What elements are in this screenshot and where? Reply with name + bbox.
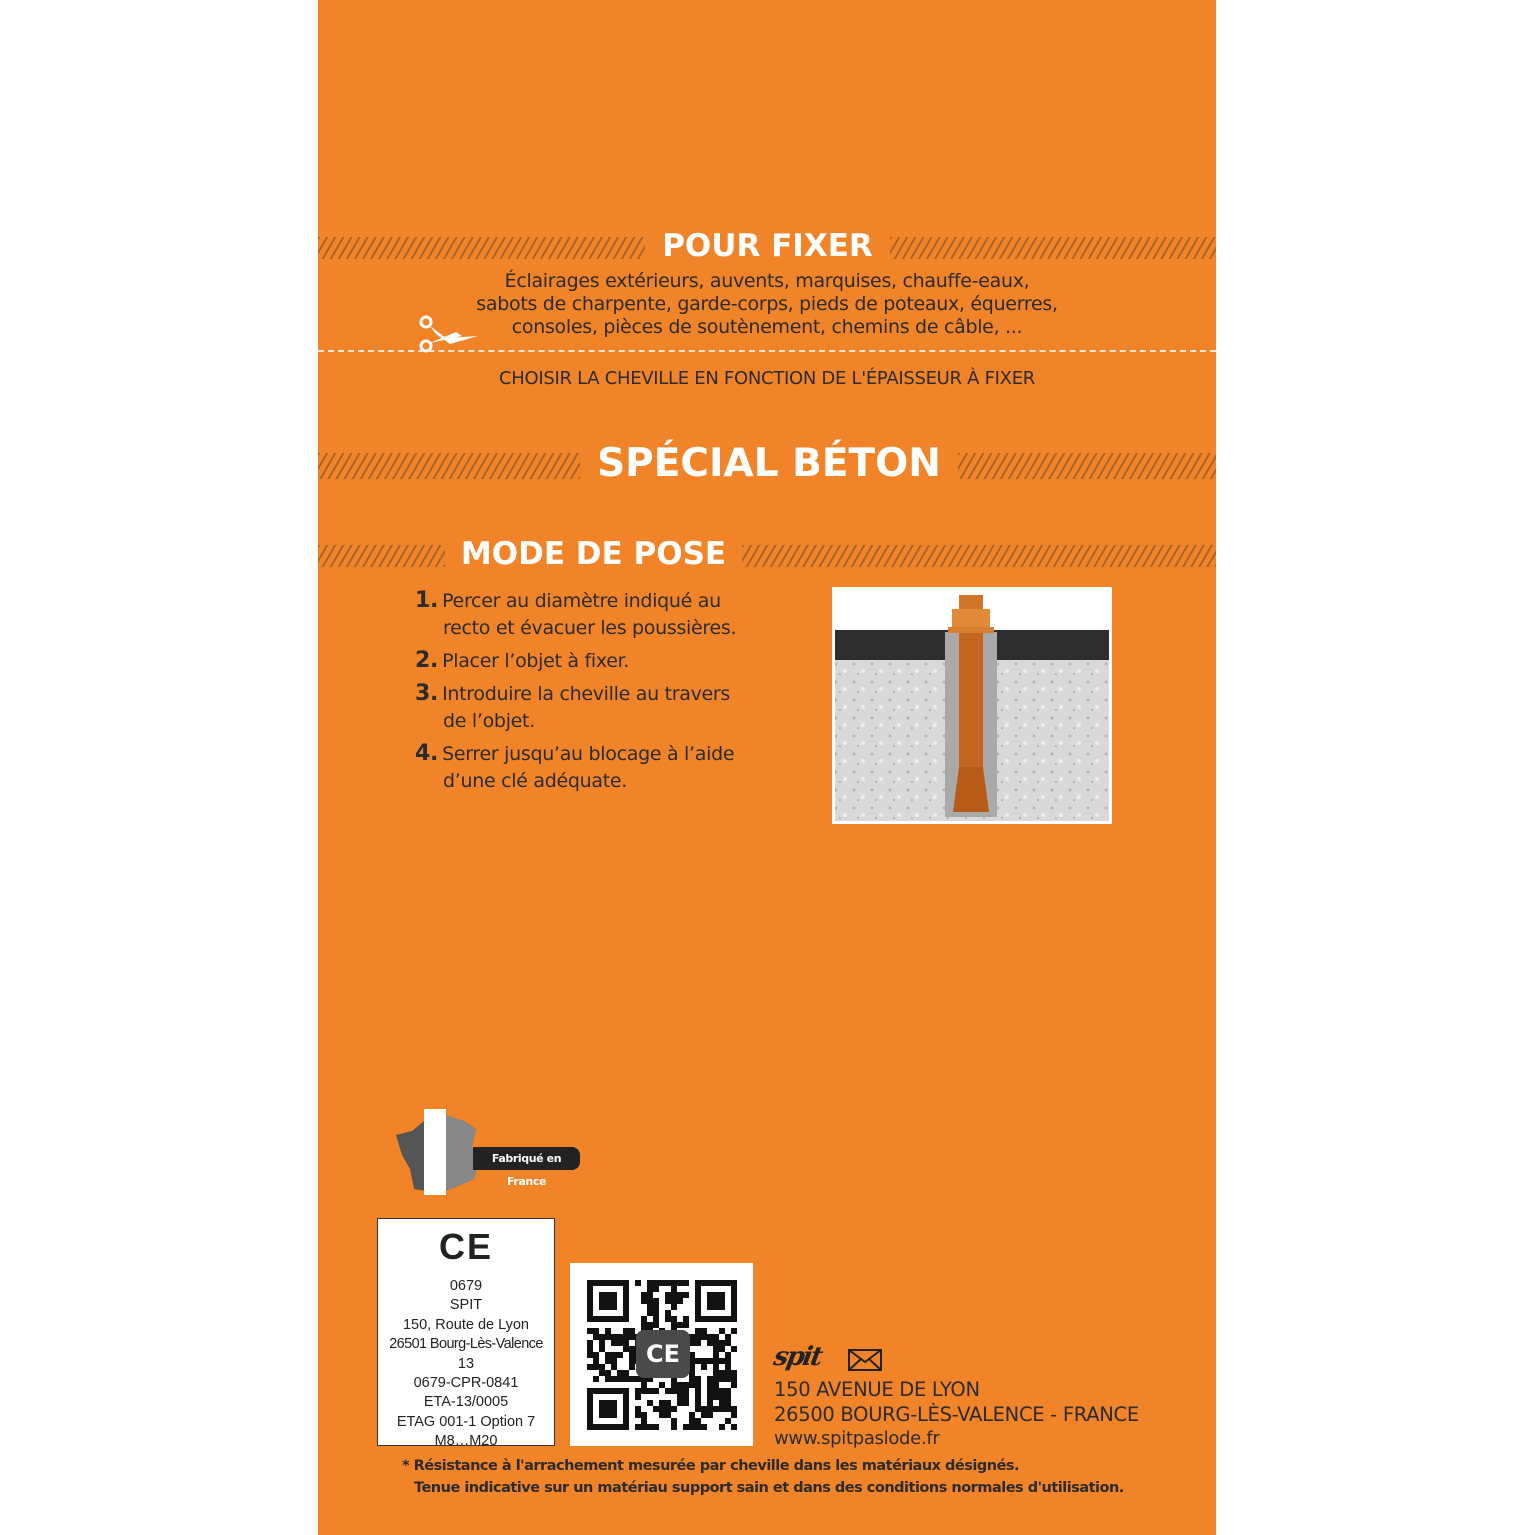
qr-module bbox=[623, 1328, 629, 1334]
qr-ce-mark: CE bbox=[636, 1330, 690, 1378]
step-text: Introduire la cheville au travers bbox=[442, 683, 731, 705]
qr-module bbox=[713, 1346, 719, 1352]
qr-module bbox=[665, 1406, 671, 1412]
qr-module bbox=[587, 1364, 593, 1370]
qr-module bbox=[593, 1328, 599, 1334]
qr-module bbox=[671, 1280, 677, 1286]
anchor-installation-illustration bbox=[832, 587, 1112, 824]
qr-module bbox=[707, 1376, 713, 1382]
qr-module bbox=[623, 1370, 629, 1376]
qr-module bbox=[719, 1346, 725, 1352]
qr-module bbox=[641, 1424, 647, 1430]
qr-module bbox=[653, 1322, 659, 1328]
qr-module bbox=[725, 1334, 731, 1340]
step-number: 2. bbox=[415, 648, 439, 673]
qr-module bbox=[641, 1292, 647, 1298]
qr-module bbox=[695, 1328, 701, 1334]
hatch-divider bbox=[742, 545, 1216, 567]
qr-module bbox=[689, 1412, 695, 1418]
step-4 bbox=[415, 740, 734, 795]
qr-module bbox=[653, 1310, 659, 1316]
step-2 bbox=[415, 647, 629, 675]
qr-module bbox=[641, 1382, 647, 1388]
qr-module bbox=[617, 1376, 623, 1382]
qr-module bbox=[629, 1358, 635, 1364]
pour-fixer-title: POUR FIXER bbox=[662, 228, 873, 264]
qr-module bbox=[587, 1328, 593, 1334]
qr-module bbox=[605, 1328, 611, 1334]
qr-module bbox=[593, 1352, 599, 1358]
qr-module bbox=[629, 1376, 635, 1382]
qr-module bbox=[695, 1382, 701, 1388]
qr-module bbox=[647, 1424, 653, 1430]
qr-module bbox=[665, 1388, 671, 1394]
qr-module bbox=[599, 1346, 605, 1352]
footnote-line: * Résistance à l'arrachement mesurée par cheville dans les matériaux désignés. bbox=[402, 1458, 1020, 1474]
qr-module bbox=[713, 1394, 719, 1400]
qr-module bbox=[707, 1400, 713, 1406]
spit-logo: spit bbox=[771, 1342, 824, 1372]
qr-module bbox=[647, 1298, 653, 1304]
qr-module bbox=[701, 1412, 707, 1418]
qr-module bbox=[677, 1382, 683, 1388]
qr-module bbox=[671, 1304, 677, 1310]
hatch-divider bbox=[958, 453, 1216, 479]
qr-finder bbox=[599, 1292, 617, 1310]
qr-module bbox=[659, 1280, 665, 1286]
qr-module bbox=[707, 1412, 713, 1418]
ce-line: 150, Route de Lyon bbox=[402, 1316, 530, 1333]
qr-module bbox=[713, 1358, 719, 1364]
france-map-icon bbox=[394, 1107, 484, 1195]
step-number: 4. bbox=[415, 741, 439, 766]
mode-de-pose-title: MODE DE POSE bbox=[460, 536, 727, 572]
scissors-icon bbox=[416, 314, 482, 354]
qr-module bbox=[671, 1418, 677, 1424]
qr-module bbox=[725, 1376, 731, 1382]
hatch-divider bbox=[890, 237, 1216, 259]
qr-module bbox=[671, 1406, 677, 1412]
qr-module bbox=[653, 1406, 659, 1412]
qr-module bbox=[677, 1394, 683, 1400]
qr-module bbox=[701, 1364, 707, 1370]
qr-module bbox=[641, 1298, 647, 1304]
qr-module bbox=[605, 1370, 611, 1376]
qr-module bbox=[683, 1292, 689, 1298]
ce-line: 26501 Bourg-Lès-Valence bbox=[389, 1336, 543, 1353]
qr-module bbox=[647, 1310, 653, 1316]
qr-module bbox=[647, 1286, 653, 1292]
qr-module bbox=[695, 1334, 701, 1340]
qr-module bbox=[653, 1424, 659, 1430]
qr-module bbox=[593, 1376, 599, 1382]
ce-marking-label bbox=[377, 1218, 555, 1450]
qr-module bbox=[725, 1406, 731, 1412]
qr-finder bbox=[599, 1400, 617, 1418]
qr-module bbox=[611, 1334, 617, 1340]
qr-module bbox=[599, 1364, 605, 1370]
qr-module bbox=[587, 1346, 593, 1352]
step-text: recto et évacuer les poussières. bbox=[443, 617, 737, 639]
qr-module bbox=[707, 1334, 713, 1340]
qr-module bbox=[719, 1400, 725, 1406]
hatch-divider bbox=[318, 237, 645, 259]
qr-module bbox=[671, 1424, 677, 1430]
qr-module bbox=[725, 1340, 731, 1346]
step-text: Percer au diamètre indiqué au bbox=[442, 590, 721, 612]
qr-module bbox=[665, 1316, 671, 1322]
qr-module bbox=[671, 1316, 677, 1322]
qr-module bbox=[713, 1388, 719, 1394]
qr-module bbox=[695, 1376, 701, 1382]
qr-module bbox=[641, 1388, 647, 1394]
qr-module bbox=[665, 1412, 671, 1418]
qr-module bbox=[605, 1334, 611, 1340]
qr-module bbox=[683, 1400, 689, 1406]
qr-module bbox=[599, 1370, 605, 1376]
qr-module bbox=[671, 1292, 677, 1298]
qr-module bbox=[713, 1340, 719, 1346]
qr-module bbox=[731, 1376, 737, 1382]
qr-module bbox=[629, 1328, 635, 1334]
qr-module bbox=[611, 1376, 617, 1382]
qr-module bbox=[635, 1394, 641, 1400]
step-3 bbox=[415, 680, 730, 735]
qr-module bbox=[623, 1346, 629, 1352]
ce-line: M8…M20 bbox=[434, 1433, 498, 1450]
address-line-2: 26500 BOURG-LÈS-VALENCE - FRANCE bbox=[774, 1403, 1139, 1426]
qr-module bbox=[713, 1376, 719, 1382]
qr-module bbox=[731, 1424, 737, 1430]
website-link[interactable]: www.spitpaslode.fr bbox=[774, 1428, 940, 1449]
qr-module bbox=[707, 1340, 713, 1346]
qr-module bbox=[635, 1412, 641, 1418]
qr-module bbox=[707, 1358, 713, 1364]
qr-module bbox=[713, 1364, 719, 1370]
qr-module bbox=[647, 1292, 653, 1298]
qr-module bbox=[647, 1280, 653, 1286]
qr-module bbox=[719, 1394, 725, 1400]
ce-line: SPIT bbox=[449, 1297, 483, 1314]
qr-module bbox=[659, 1400, 665, 1406]
hatch-divider bbox=[318, 545, 445, 567]
qr-module bbox=[617, 1370, 623, 1376]
special-beton-title: SPÉCIAL BÉTON bbox=[597, 441, 941, 486]
qr-module bbox=[587, 1340, 593, 1346]
qr-module bbox=[731, 1346, 737, 1352]
ce-line: 13 bbox=[457, 1355, 475, 1372]
qr-module bbox=[617, 1352, 623, 1358]
qr-module bbox=[641, 1418, 647, 1424]
made-in-france-badge: Fabriqué en France bbox=[473, 1147, 580, 1170]
qr-module bbox=[647, 1304, 653, 1310]
qr-module bbox=[587, 1352, 593, 1358]
step-text: Placer l’objet à fixer. bbox=[442, 650, 630, 672]
ce-line: ETAG 001-1 Option 7 bbox=[396, 1413, 536, 1430]
qr-module bbox=[659, 1382, 665, 1388]
qr-module bbox=[647, 1400, 653, 1406]
qr-module bbox=[725, 1388, 731, 1394]
qr-module bbox=[701, 1406, 707, 1412]
qr-module bbox=[683, 1424, 689, 1430]
qr-module bbox=[671, 1322, 677, 1328]
qr-module bbox=[683, 1394, 689, 1400]
qr-module bbox=[671, 1388, 677, 1394]
qr-module bbox=[695, 1406, 701, 1412]
qr-module bbox=[605, 1358, 611, 1364]
qr-module bbox=[725, 1370, 731, 1376]
qr-module bbox=[731, 1406, 737, 1412]
step-1 bbox=[415, 587, 736, 642]
qr-module bbox=[695, 1340, 701, 1346]
qr-module bbox=[665, 1298, 671, 1304]
qr-module bbox=[695, 1358, 701, 1364]
qr-module bbox=[623, 1340, 629, 1346]
qr-module bbox=[611, 1340, 617, 1346]
qr-module bbox=[593, 1334, 599, 1340]
qr-module bbox=[677, 1298, 683, 1304]
qr-module bbox=[695, 1424, 701, 1430]
ce-line: ETA-13/0005 bbox=[423, 1394, 509, 1411]
qr-module bbox=[683, 1388, 689, 1394]
qr-module bbox=[701, 1334, 707, 1340]
qr-module bbox=[635, 1388, 641, 1394]
qr-module bbox=[665, 1310, 671, 1316]
mail-icon bbox=[848, 1349, 882, 1371]
uses-line: Éclairages extérieurs, auvents, marquises, chauffe-eaux, bbox=[504, 270, 1030, 292]
qr-module bbox=[635, 1406, 641, 1412]
footnote-line: Tenue indicative sur un matériau support sain et dans des conditions normales d'utilisation. bbox=[414, 1480, 1124, 1496]
qr-module bbox=[653, 1316, 659, 1322]
qr-module bbox=[653, 1304, 659, 1310]
qr-module bbox=[659, 1406, 665, 1412]
qr-module bbox=[719, 1406, 725, 1412]
qr-module bbox=[731, 1382, 737, 1388]
qr-module bbox=[671, 1298, 677, 1304]
step-text: de l’objet. bbox=[443, 710, 535, 732]
qr-module bbox=[599, 1340, 605, 1346]
step-number: 3. bbox=[415, 681, 439, 706]
qr-module bbox=[593, 1364, 599, 1370]
qr-module bbox=[719, 1340, 725, 1346]
qr-module bbox=[605, 1352, 611, 1358]
qr-module bbox=[725, 1352, 731, 1358]
qr-module bbox=[641, 1412, 647, 1418]
qr-module bbox=[629, 1364, 635, 1370]
step-number: 1. bbox=[415, 588, 439, 613]
qr-module bbox=[707, 1382, 713, 1388]
qr-module bbox=[689, 1418, 695, 1424]
qr-module bbox=[713, 1352, 719, 1358]
qr-module bbox=[707, 1394, 713, 1400]
qr-module bbox=[647, 1388, 653, 1394]
qr-module bbox=[695, 1394, 701, 1400]
qr-module bbox=[731, 1412, 737, 1418]
qr-module bbox=[665, 1292, 671, 1298]
qr-module bbox=[725, 1358, 731, 1364]
qr-module bbox=[617, 1334, 623, 1340]
cut-line bbox=[318, 350, 1216, 352]
qr-module bbox=[629, 1346, 635, 1352]
qr-module bbox=[695, 1400, 701, 1406]
qr-module bbox=[725, 1364, 731, 1370]
uses-line: sabots de charpente, garde-corps, pieds de poteaux, équerres, bbox=[476, 293, 1058, 315]
qr-module bbox=[653, 1388, 659, 1394]
qr-module bbox=[623, 1376, 629, 1382]
qr-module bbox=[719, 1358, 725, 1364]
qr-module bbox=[719, 1424, 725, 1430]
qr-module bbox=[659, 1412, 665, 1418]
qr-module bbox=[731, 1328, 737, 1334]
address-line-1: 150 AVENUE DE LYON bbox=[774, 1378, 980, 1401]
qr-module bbox=[683, 1280, 689, 1286]
qr-module bbox=[629, 1352, 635, 1358]
qr-module bbox=[713, 1370, 719, 1376]
qr-code[interactable] bbox=[570, 1263, 753, 1446]
ce-line: 0679-CPR-0841 bbox=[413, 1375, 519, 1392]
qr-module bbox=[719, 1370, 725, 1376]
qr-module bbox=[671, 1286, 677, 1292]
qr-module bbox=[707, 1388, 713, 1394]
qr-module bbox=[611, 1358, 617, 1364]
qr-module bbox=[683, 1382, 689, 1388]
qr-module bbox=[713, 1406, 719, 1412]
qr-module bbox=[677, 1280, 683, 1286]
qr-module bbox=[605, 1376, 611, 1382]
qr-module bbox=[725, 1394, 731, 1400]
qr-module bbox=[635, 1424, 641, 1430]
qr-module bbox=[677, 1322, 683, 1328]
qr-module bbox=[689, 1376, 695, 1382]
qr-module bbox=[689, 1382, 695, 1388]
qr-module bbox=[701, 1358, 707, 1364]
qr-module bbox=[665, 1400, 671, 1406]
qr-module bbox=[713, 1334, 719, 1340]
qr-module bbox=[731, 1370, 737, 1376]
qr-module bbox=[677, 1292, 683, 1298]
qr-module bbox=[611, 1352, 617, 1358]
qr-module bbox=[695, 1388, 701, 1394]
qr-module bbox=[719, 1328, 725, 1334]
qr-module bbox=[701, 1424, 707, 1430]
qr-module bbox=[641, 1322, 647, 1328]
qr-module bbox=[713, 1382, 719, 1388]
qr-module bbox=[665, 1280, 671, 1286]
qr-module bbox=[599, 1334, 605, 1340]
qr-module bbox=[683, 1316, 689, 1322]
qr-module bbox=[725, 1400, 731, 1406]
qr-module bbox=[701, 1328, 707, 1334]
hatch-divider bbox=[318, 453, 580, 479]
uses-line: consoles, pièces de soutènement, chemins de câble, ... bbox=[511, 316, 1023, 338]
qr-module bbox=[725, 1418, 731, 1424]
ce-line: 0679 bbox=[449, 1278, 483, 1294]
step-text: Serrer jusqu’au blocage à l’aide bbox=[442, 743, 735, 765]
qr-module bbox=[653, 1280, 659, 1286]
step-text: d’une clé adéquate. bbox=[443, 770, 627, 792]
qr-module bbox=[695, 1418, 701, 1424]
qr-module bbox=[683, 1322, 689, 1328]
qr-module bbox=[653, 1298, 659, 1304]
qr-module bbox=[593, 1358, 599, 1364]
qr-module bbox=[641, 1316, 647, 1322]
qr-module bbox=[719, 1388, 725, 1394]
qr-module bbox=[677, 1400, 683, 1406]
selection-instruction: CHOISIR LA CHEVILLE EN FONCTION DE L'ÉPAISSEUR À FIXER bbox=[498, 368, 1035, 389]
qr-module bbox=[617, 1340, 623, 1346]
qr-module bbox=[635, 1280, 641, 1286]
qr-module bbox=[629, 1334, 635, 1340]
qr-module bbox=[623, 1334, 629, 1340]
qr-module bbox=[707, 1406, 713, 1412]
qr-module bbox=[647, 1322, 653, 1328]
qr-module bbox=[689, 1424, 695, 1430]
qr-module bbox=[611, 1364, 617, 1370]
qr-module bbox=[677, 1388, 683, 1394]
qr-module bbox=[671, 1382, 677, 1388]
qr-finder bbox=[707, 1292, 725, 1310]
ce-mark-icon: CE bbox=[438, 1226, 493, 1267]
qr-module bbox=[719, 1376, 725, 1382]
qr-module bbox=[653, 1286, 659, 1292]
